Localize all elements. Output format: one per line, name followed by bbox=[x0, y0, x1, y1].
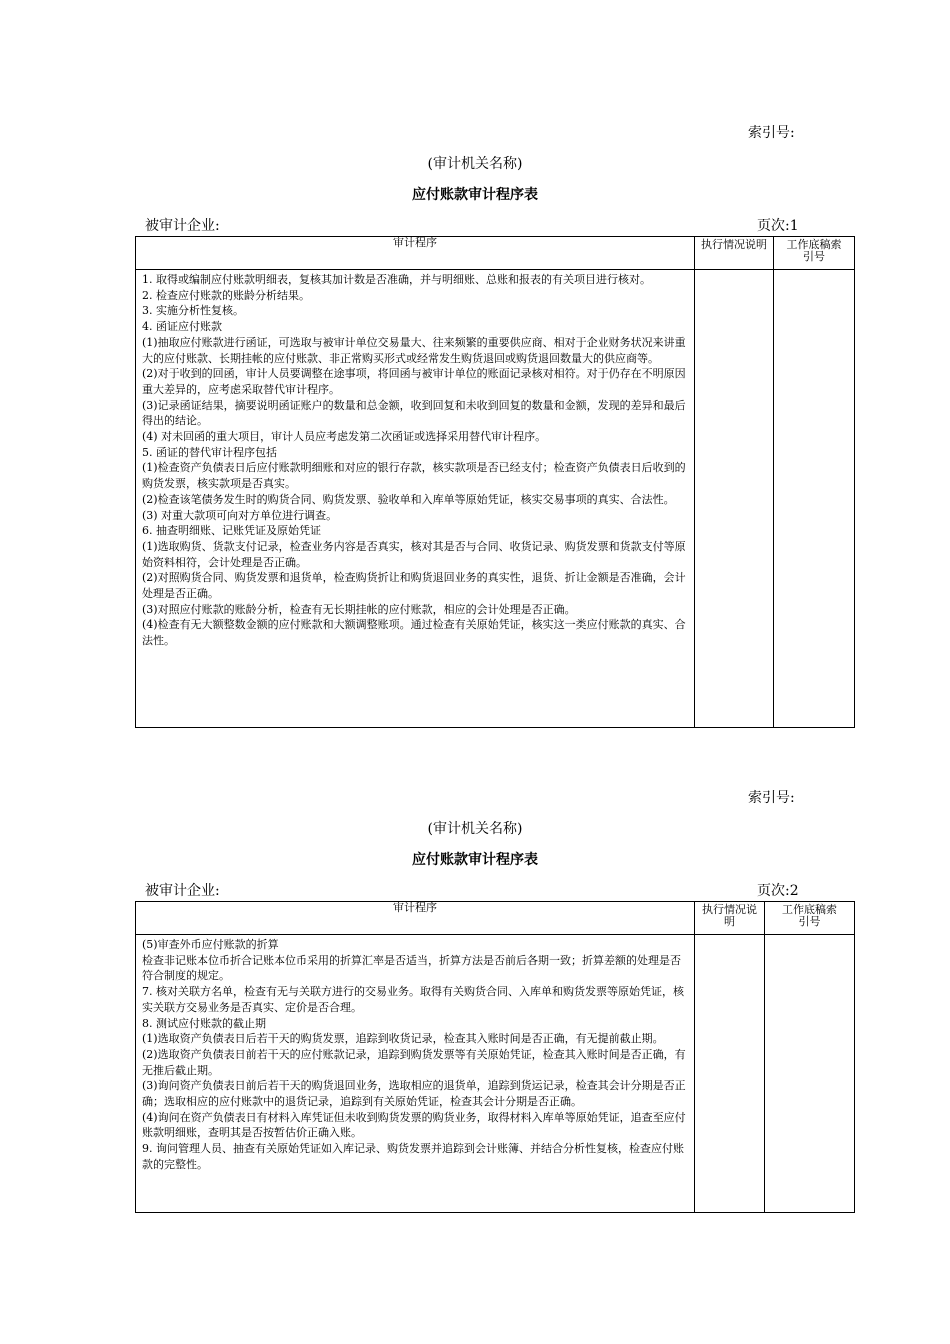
procedure-line: (1)抽取应付账款进行函证，可选取与被审计单位交易量大、往来频繁的重要供应商、相对于企业财务状况来讲重大的应付账款、长期挂帐的应付账款、非正常购买形式或经常发生购货退回或购货退回数量大的供应商等。 bbox=[142, 335, 686, 365]
procedure-line: (5)审查外币应付账款的折算 bbox=[142, 938, 279, 951]
page-number-label: 页次:1 bbox=[757, 218, 799, 234]
procedure-line: (1)检查资产负债表日后应付账款明细账和对应的银行存款，核实款项是否已经支付；检查资产负债表日后收到的购货发票，核实款项是否真实。 bbox=[142, 461, 686, 491]
procedure-content bbox=[136, 270, 695, 728]
execution-notes-cell bbox=[695, 935, 765, 1213]
column-header-procedure: 审计程序 bbox=[136, 237, 695, 270]
procedure-content bbox=[136, 935, 695, 1213]
procedure-line: 6. 抽查明细账、记账凭证及原始凭证 bbox=[142, 524, 321, 538]
execution-notes-cell bbox=[695, 270, 774, 728]
workpaper-index-cell bbox=[765, 935, 855, 1213]
audited-company-label: 被审计企业: bbox=[145, 218, 220, 234]
page-number-label: 页次:2 bbox=[757, 883, 799, 899]
procedure-line: 9. 询问管理人员、抽查有关原始凭证如入库记录、购货发票并追踪到会计账簿、并结合分析性复核，检查应付账款的完整性。 bbox=[142, 1142, 684, 1171]
column-header-workpaper-index: 工作底稿索引号 bbox=[774, 237, 855, 270]
column-header-execution-notes: 执行情况说明 bbox=[695, 902, 765, 935]
procedure-line: 检查非记账本位币折合记账本位币采用的折算汇率是否适当，折算方法是否前后各期一致；折算差额的处理是否符合制度的规定。 bbox=[142, 953, 681, 983]
procedure-line: (1)选取资产负债表日后若干天的购货发票，追踪到收货记录，检查其入账时间是否正确，有无提前截止期。 bbox=[142, 1032, 664, 1046]
index-number-label: 索引号: bbox=[748, 125, 795, 141]
procedure-line: 3. 实施分析性复核。 bbox=[142, 304, 244, 318]
column-header-procedure: 审计程序 bbox=[136, 902, 695, 935]
procedure-line: (1)选取购货、货款支付记录，检查业务内容是否真实，核对其是否与合同、收货记录、购货发票和货款支付等原始资料相符，会计处理是否正确。 bbox=[142, 539, 686, 569]
audit-organization-name: (审计机关名称) bbox=[427, 156, 523, 172]
procedure-line: (4)检查有无大额整数金额的应付账款和大额调整账项。通过检查有关原始凭证，核实这一类应付账款的真实、合法性。 bbox=[142, 618, 686, 648]
audit-procedure-table bbox=[135, 236, 855, 728]
procedure-line: 4. 函证应付账款 bbox=[142, 320, 222, 334]
column-header-execution-notes: 执行情况说明 bbox=[695, 237, 774, 270]
workpaper-index-cell bbox=[774, 270, 855, 728]
procedure-line: (2)对照购货合同、购货发票和退货单，检查购货折让和购货退回业务的真实性，退货、折让金额是否准确，会计处理是否正确。 bbox=[142, 571, 686, 601]
audit-organization-name: (审计机关名称) bbox=[427, 821, 523, 837]
column-header-workpaper-index: 工作底稿索引号 bbox=[765, 902, 855, 935]
procedure-line: (3)对照应付账款的账龄分析，检查有无长期挂帐的应付账款，相应的会计处理是否正确。 bbox=[142, 602, 576, 616]
procedure-line: 2. 检查应付账款的账龄分析结果。 bbox=[142, 288, 310, 302]
procedure-line: (2)选取资产负债表日前若干天的应付账款记录，追踪到购货发票等有关原始凭证，检查其入账时间是否正确，有无推后截止期。 bbox=[142, 1047, 686, 1077]
procedure-line: 1. 取得或编制应付账款明细表，复核其加计数是否准确，并与明细账、总账和报表的有关项目进行核对。 bbox=[142, 273, 651, 286]
procedure-line: 5. 函证的替代审计程序包括 bbox=[142, 445, 277, 459]
procedure-line: (3)记录函证结果，摘要说明函证账户的数量和总金额，收到回复和未收到回复的数量和金额，发现的差异和最后得出的结论。 bbox=[142, 398, 686, 428]
procedure-line: 7. 核对关联方名单，检查有无与关联方进行的交易业务。取得有关购货合同、入库单和购货发票等原始凭证，核实关联方交易业务是否真实、定价是否合理。 bbox=[142, 985, 684, 1014]
audit-procedure-table bbox=[135, 901, 855, 1213]
document-title: 应付账款审计程序表 bbox=[412, 852, 538, 868]
procedure-line: (3)询问资产负债表日前后若干天的购货退回业务，选取相应的退货单，追踪到货运记录，检查其会计分期是否正确；选取相应的应付账款中的退货记录，追踪到有关原始凭证，检查其会计分期是否正确。 bbox=[142, 1079, 686, 1109]
procedure-line: (3) 对重大款项可向对方单位进行调查。 bbox=[142, 508, 338, 522]
procedure-line: (4) 对未回函的重大项目，审计人员应考虑发第二次函证或选择采用替代审计程序。 bbox=[142, 430, 547, 444]
procedure-line: (2)检查该笔债务发生时的购货合同、购货发票、验收单和入库单等原始凭证，核实交易事项的真实、合法性。 bbox=[142, 492, 675, 506]
index-number-label: 索引号: bbox=[748, 790, 795, 806]
document-title: 应付账款审计程序表 bbox=[412, 187, 538, 203]
procedure-line: 8. 测试应付账款的截止期 bbox=[142, 1016, 266, 1030]
procedure-line: (2)对于收到的回函，审计人员要调整在途事项，将回函与被审计单位的账面记录核对相符。对于仍存在不明原因重大差异的，应考虑采取替代审计程序。 bbox=[142, 367, 686, 396]
procedure-line: (4)询问在资产负债表日有材料入库凭证但未收到购货发票的购货业务，取得材料入库单等原始凭证，追查至应付账款明细账，查明其是否按暂估价正确入账。 bbox=[142, 1110, 686, 1140]
audited-company-label: 被审计企业: bbox=[145, 883, 220, 899]
